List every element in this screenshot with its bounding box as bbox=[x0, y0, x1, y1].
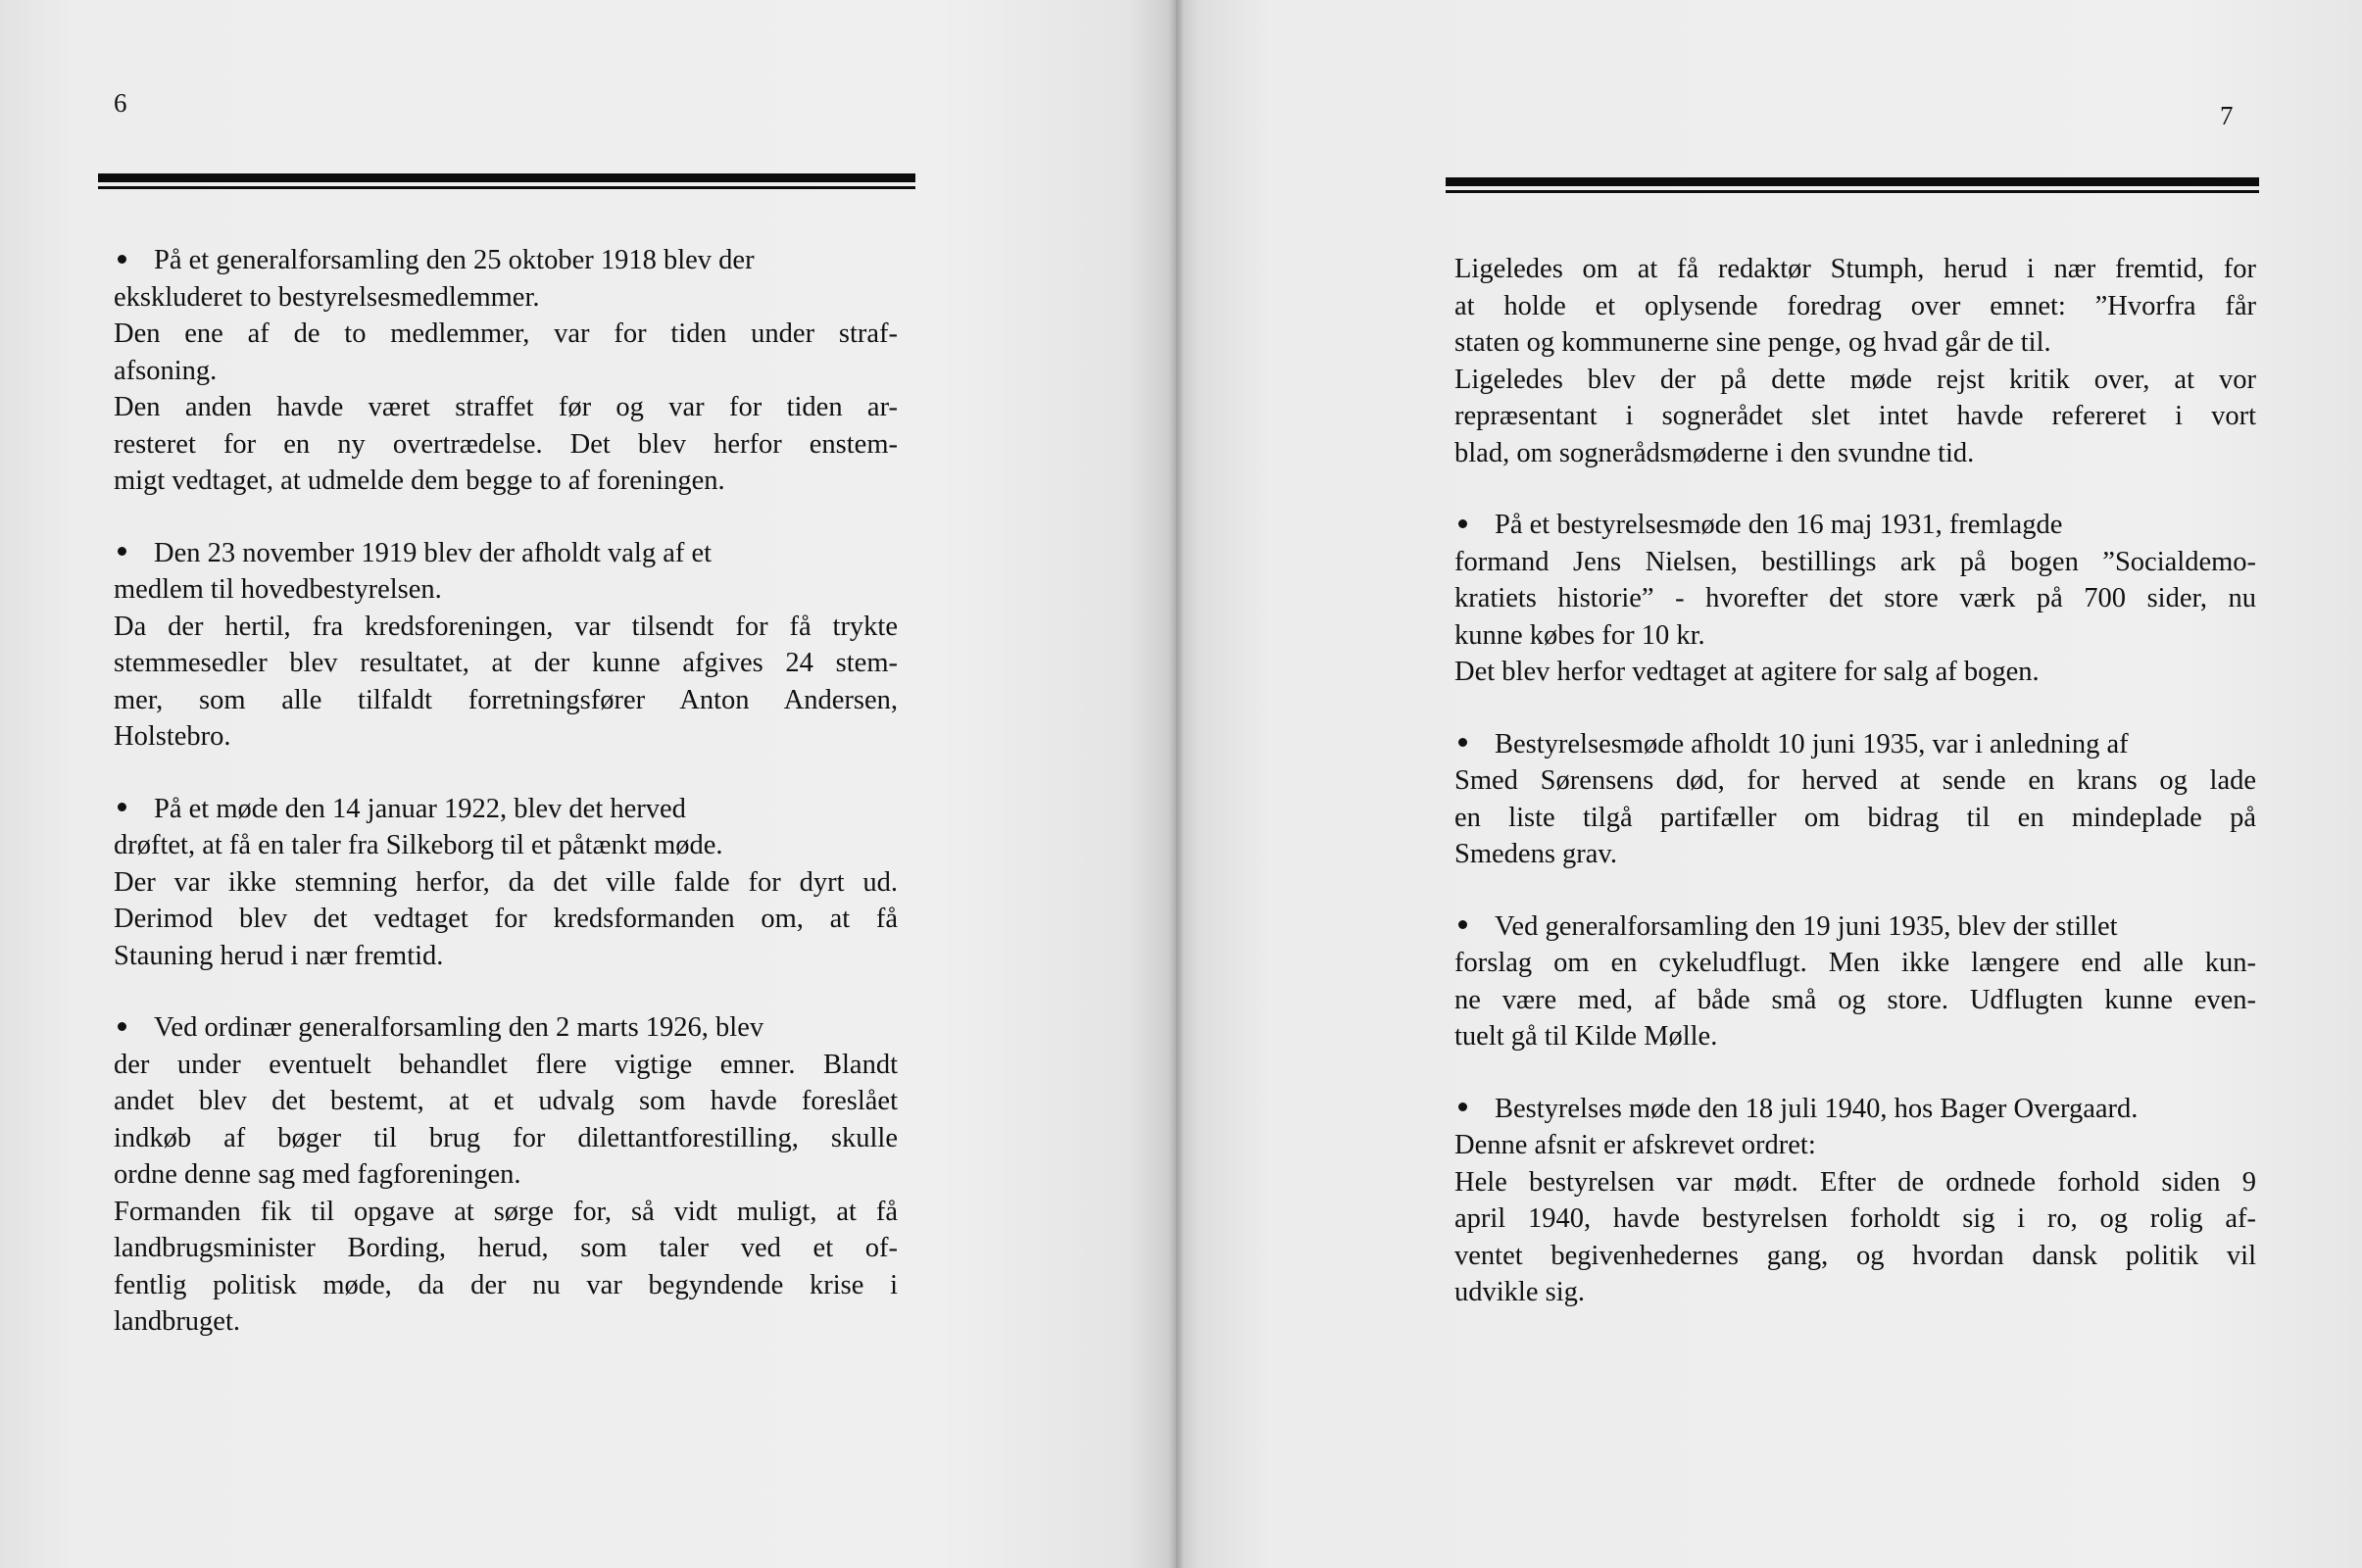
text-line bbox=[1454, 800, 2256, 837]
bullet-icon bbox=[1458, 920, 1467, 929]
line-text: Den ene af de to medlemmer, var for tiden under straf- bbox=[114, 318, 898, 349]
text-line bbox=[114, 682, 898, 719]
line-text: ventet begivenhedernes gang, og hvordan dansk politik vil bbox=[1454, 1240, 2256, 1271]
text-line bbox=[1454, 435, 2256, 472]
paragraph bbox=[114, 242, 898, 500]
text-line bbox=[114, 1047, 898, 1084]
line-text: landbrugsminister Bording, herud, som taler ved et of- bbox=[114, 1233, 898, 1263]
text-line bbox=[114, 353, 898, 390]
bullet-icon bbox=[1458, 519, 1467, 528]
text-line bbox=[114, 864, 898, 902]
text-line bbox=[114, 426, 898, 464]
text-line bbox=[1454, 1164, 2256, 1201]
text-line bbox=[114, 1156, 898, 1194]
header-rule bbox=[98, 173, 915, 189]
line-text: migt vedtaget, at udmelde dem begge to af foreningen. bbox=[114, 466, 725, 496]
text-line bbox=[1454, 580, 2256, 617]
header-rule bbox=[1446, 177, 2259, 193]
text-line bbox=[114, 1009, 898, 1047]
book-spine bbox=[1168, 0, 1184, 1568]
text-line bbox=[1454, 1127, 2256, 1164]
page-text bbox=[1454, 251, 2256, 1347]
text-line bbox=[1454, 1018, 2256, 1055]
text-line bbox=[114, 316, 898, 353]
bullet-icon bbox=[1458, 1102, 1467, 1111]
text-line bbox=[114, 279, 898, 317]
line-text: april 1940, havde bestyrelsen forholdt sig i ro, og rolig af- bbox=[1454, 1203, 2256, 1234]
text-line bbox=[114, 535, 898, 572]
text-line bbox=[1454, 982, 2256, 1019]
bullet-icon bbox=[1458, 738, 1467, 747]
text-line bbox=[1454, 251, 2256, 288]
line-text: Stauning herud i nær fremtid. bbox=[114, 940, 444, 971]
line-text: Smedens grav. bbox=[1454, 839, 1617, 869]
text-line bbox=[1454, 288, 2256, 325]
paragraph bbox=[1454, 1091, 2256, 1311]
line-text: Det blev herfor vedtaget at agitere for salg af bogen. bbox=[1454, 657, 2040, 687]
line-text: staten og kommunerne sine penge, og hvad går de til. bbox=[1454, 327, 2051, 358]
text-line bbox=[1454, 836, 2256, 873]
text-line bbox=[114, 718, 898, 756]
line-text: På et møde den 14 januar 1922, blev det herved bbox=[154, 793, 686, 824]
text-line bbox=[1454, 1091, 2256, 1128]
line-text: stemmesedler blev resultatet, at der kunne afgives 24 stem- bbox=[114, 648, 898, 678]
text-line bbox=[1454, 908, 2256, 946]
text-line bbox=[1454, 362, 2256, 399]
text-line bbox=[114, 645, 898, 682]
text-line bbox=[1454, 398, 2256, 435]
text-line bbox=[114, 242, 898, 279]
line-text: Smed Sørensens død, for herved at sende en krans og lade bbox=[1454, 765, 2256, 796]
line-text: forslag om en cykeludflugt. Men ikke længere end alle kun- bbox=[1454, 948, 2256, 978]
line-text: Hele bestyrelsen var mødt. Efter de ordnede forhold siden 9 bbox=[1454, 1166, 2256, 1198]
line-text: Holstebro. bbox=[114, 721, 231, 752]
text-line bbox=[1454, 507, 2256, 544]
text-line bbox=[114, 1267, 898, 1304]
bullet-icon bbox=[118, 1022, 126, 1031]
text-line bbox=[1454, 654, 2256, 691]
text-line bbox=[114, 938, 898, 975]
text-line bbox=[114, 1083, 898, 1120]
paragraph bbox=[1454, 251, 2256, 471]
paragraph bbox=[114, 1009, 898, 1341]
right-page bbox=[1176, 0, 2362, 1568]
line-text: tuelt gå til Kilde Mølle. bbox=[1454, 1021, 1718, 1052]
text-line bbox=[114, 901, 898, 938]
text-line bbox=[1454, 324, 2256, 362]
line-text: Bestyrelsesmøde afholdt 10 juni 1935, var i anledning af bbox=[1495, 728, 2129, 760]
line-text: Den anden havde været straffet før og var for tiden ar- bbox=[114, 392, 898, 422]
line-text: Formanden fik til opgave at sørge for, så vidt muligt, at få bbox=[114, 1196, 898, 1227]
page-number: 6 bbox=[114, 88, 127, 118]
line-text: formand Jens Nielsen, bestillings ark på bogen ”Socialdemo- bbox=[1454, 546, 2256, 577]
line-text: mer, som alle tilfaldt forretningsfører Anton Andersen, bbox=[114, 684, 898, 715]
line-text: Den 23 november 1919 blev der afholdt valg af et bbox=[154, 537, 713, 568]
page-number: 7 bbox=[2220, 101, 2234, 130]
line-text: Ligeledes blev der på dette møde rejst kritik over, at vor bbox=[1454, 364, 2256, 395]
paragraph bbox=[1454, 908, 2256, 1055]
line-text: Da der hertil, fra kredsforeningen, var tilsendt for få trykte bbox=[114, 611, 898, 642]
line-text: Ved generalforsamling den 19 juni 1935, blev der stillet bbox=[1495, 910, 2118, 942]
line-text: Bestyrelses møde den 18 juli 1940, hos Bager Overgaard. bbox=[1495, 1093, 2139, 1124]
text-line bbox=[114, 827, 898, 864]
text-line bbox=[114, 609, 898, 646]
line-text: blad, om sognerådsmøderne i den svundne tid. bbox=[1454, 437, 1975, 468]
line-text: resteret for en ny overtrædelse. Det blev herfor enstem- bbox=[114, 428, 898, 460]
text-line bbox=[1454, 762, 2256, 800]
text-line bbox=[114, 1194, 898, 1231]
line-text: fentlig politisk møde, da der nu var begyndende krise i bbox=[114, 1269, 898, 1300]
line-text: landbruget. bbox=[114, 1306, 241, 1337]
text-line bbox=[1454, 1274, 2256, 1311]
paragraph bbox=[1454, 726, 2256, 873]
paragraph bbox=[114, 791, 898, 975]
line-text: andet blev det bestemt, at et udvalg som havde foreslået bbox=[114, 1086, 898, 1116]
line-text: Ved ordinær generalforsamling den 2 marts 1926, blev bbox=[154, 1012, 764, 1043]
line-text: der under eventuelt behandlet flere vigtige emner. Blandt bbox=[114, 1049, 898, 1080]
line-text: udvikle sig. bbox=[1454, 1277, 1585, 1307]
bullet-icon bbox=[118, 547, 126, 556]
text-line bbox=[1454, 1238, 2256, 1275]
line-text: ekskluderet to bestyrelsesmedlemmer. bbox=[114, 281, 540, 313]
line-text: På et generalforsamling den 25 oktober 1918 blev der bbox=[154, 245, 755, 275]
text-line bbox=[1454, 617, 2256, 655]
text-line bbox=[114, 1120, 898, 1157]
line-text: Denne afsnit er afskrevet ordret: bbox=[1454, 1130, 1816, 1160]
paragraph bbox=[1454, 507, 2256, 691]
text-line bbox=[1454, 945, 2256, 982]
line-text: På et bestyrelsesmøde den 16 maj 1931, fremlagde bbox=[1495, 510, 2063, 540]
line-text: Derimod blev det vedtaget for kredsformanden om, at få bbox=[114, 904, 898, 934]
line-text: medlem til hovedbestyrelsen. bbox=[114, 574, 442, 605]
line-text: indkøb af bøger til brug for dilettantforestilling, skulle bbox=[114, 1122, 898, 1153]
line-text: at holde et oplysende foredrag over emnet: ”Hvorfra får bbox=[1454, 290, 2256, 321]
page-text bbox=[114, 242, 898, 1376]
text-line bbox=[114, 1230, 898, 1267]
text-line bbox=[114, 389, 898, 426]
left-page bbox=[0, 0, 1176, 1568]
line-text: Der var ikke stemning herfor, da det ville falde for dyrt ud. bbox=[114, 866, 898, 898]
text-line bbox=[1454, 544, 2256, 581]
bullet-icon bbox=[118, 803, 126, 811]
line-text: Ligeledes om at få redaktør Stumph, herud i nær fremtid, for bbox=[1454, 254, 2256, 284]
bullet-icon bbox=[118, 255, 126, 264]
line-text: kunne købes for 10 kr. bbox=[1454, 619, 1705, 651]
line-text: ordne denne sag med fagforeningen. bbox=[114, 1159, 521, 1190]
line-text: afsoning. bbox=[114, 355, 218, 386]
text-line bbox=[1454, 726, 2256, 763]
text-line bbox=[114, 1303, 898, 1341]
text-line bbox=[114, 571, 898, 609]
line-text: repræsentant i sognerådet slet intet havde refereret i vort bbox=[1454, 401, 2256, 431]
line-text: en liste tilgå partifæller om bidrag til en mindeplade på bbox=[1454, 802, 2256, 833]
text-line bbox=[1454, 1200, 2256, 1238]
text-line bbox=[114, 791, 898, 828]
paragraph bbox=[114, 535, 898, 756]
text-line bbox=[114, 463, 898, 500]
line-text: ne være med, af både små og store. Udflugten kunne even- bbox=[1454, 984, 2256, 1015]
line-text: drøftet, at få en taler fra Silkeborg til et påtænkt møde. bbox=[114, 830, 723, 860]
line-text: kratiets historie” - hvorefter det store værk på 700 sider, nu bbox=[1454, 583, 2256, 613]
